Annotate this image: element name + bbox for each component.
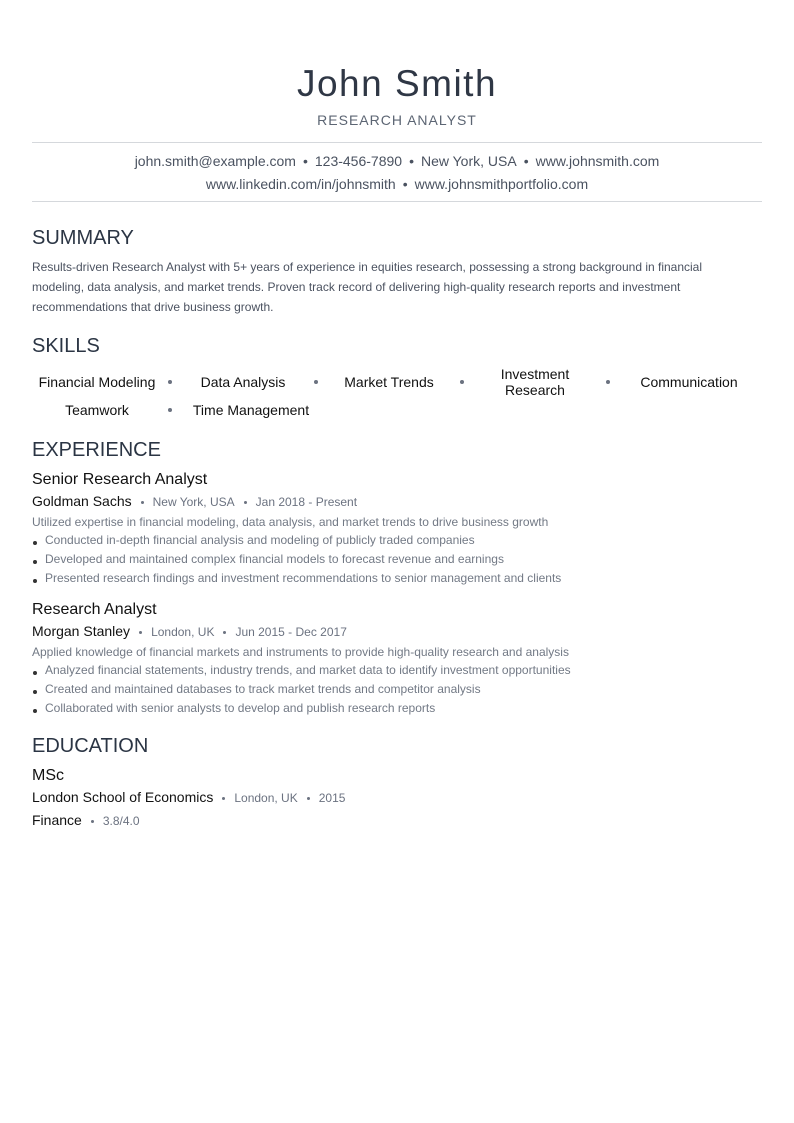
skill-item: Time Management [192,402,310,418]
skill-item: Communication [640,374,738,390]
bullet-item: Developed and maintained complex financial models to forecast revenue and earnings [32,550,762,569]
skill-separator-dot [314,380,318,384]
education-entry [32,766,762,832]
job-title: Research Analyst [32,601,157,618]
skills-list [32,366,762,422]
contact-phone[interactable]: 123-456-7890 [314,153,403,169]
separator-dot: • [409,153,414,169]
skill-item: Financial Modeling [38,374,156,390]
job-description: Applied knowledge of financial markets and instruments to provide high-quality research and analysis [32,645,569,659]
separator-dot: • [523,153,529,169]
header-divider-bottom [32,201,762,202]
separator-dot [244,501,247,504]
job-meta [32,620,762,643]
separator-dot [223,631,226,634]
job-entry-2 [32,600,762,718]
separator-dot [141,501,144,504]
skill-item: Investment Research [500,366,570,398]
skill-item: Teamwork [65,402,129,418]
job-location: London, UK [151,625,215,639]
contact-line-1 [32,150,762,173]
resume-header [0,60,794,128]
bullet-item: Conducted in-depth financial analysis and modeling of publicly traded companies [32,531,762,550]
job-bullets [32,531,762,588]
skill-item: Market Trends [344,374,434,390]
job-entry-1 [32,470,762,588]
summary-heading: SUMMARY [32,227,134,249]
job-title: Senior Research Analyst [32,471,208,488]
separator-dot: • [402,176,408,192]
job-company: Morgan Stanley [32,623,131,639]
skill-separator-dot [460,380,464,384]
skill-item: Data Analysis [200,374,286,390]
contact-portfolio[interactable]: www.johnsmithportfolio.com [414,176,589,192]
contact-email[interactable]: john.smith@example.com [134,153,296,169]
education-location: London, UK [234,791,298,805]
education-degree: MSc [32,767,64,784]
education-school: London School of Economics [32,789,214,805]
education-field: Finance [32,812,82,828]
job-dates: Jan 2018 - Present [255,495,358,509]
experience-heading: EXPERIENCE [32,439,161,461]
education-gpa: 3.8/4.0 [102,814,140,828]
skill-separator-dot [606,380,610,384]
separator-dot [91,820,94,823]
skills-row-2 [32,394,762,422]
bullet-item: Analyzed financial statements, industry trends, and market data to identify investment opportunities [32,661,762,680]
job-meta [32,490,762,513]
contact-location: New York, USA [420,153,517,169]
job-location: New York, USA [152,495,235,509]
education-field-meta [32,809,762,832]
contact-info [32,150,762,196]
summary-text: Results-driven Research Analyst with 5+ years of experience in equities research, possessing a strong background in financial modeling, data analysis, and market trends. Proven track record of delivering high-quality research reports and investment recommendations that drive business growth. [32,260,703,314]
skill-separator-dot [168,408,172,412]
skills-row-1 [32,366,762,398]
separator-dot [222,797,225,800]
skills-heading: SKILLS [32,335,100,357]
contact-linkedin[interactable]: www.linkedin.com/in/johnsmith [205,176,396,192]
contact-website[interactable]: www.johnsmith.com [535,153,660,169]
bullet-item: Presented research findings and investment recommendations to senior management and clients [32,569,762,588]
separator-dot: • [302,153,308,169]
skill-separator-dot [168,380,172,384]
candidate-name: John Smith [296,63,498,104]
education-heading: EDUCATION [32,735,149,757]
header-divider-top [32,142,762,143]
candidate-title: RESEARCH ANALYST [317,112,477,128]
contact-line-2 [32,173,762,196]
education-year: 2015 [318,791,346,805]
separator-dot [139,631,142,634]
education-meta [32,786,762,809]
bullet-item: Created and maintained databases to track market trends and competitor analysis [32,680,762,699]
job-bullets [32,661,762,718]
job-company: Goldman Sachs [32,493,132,509]
job-description: Utilized expertise in financial modeling, data analysis, and market trends to drive business growth [32,515,549,529]
bullet-item: Collaborated with senior analysts to develop and publish research reports [32,699,762,718]
job-dates: Jun 2015 - Dec 2017 [235,625,347,639]
separator-dot [307,797,310,800]
